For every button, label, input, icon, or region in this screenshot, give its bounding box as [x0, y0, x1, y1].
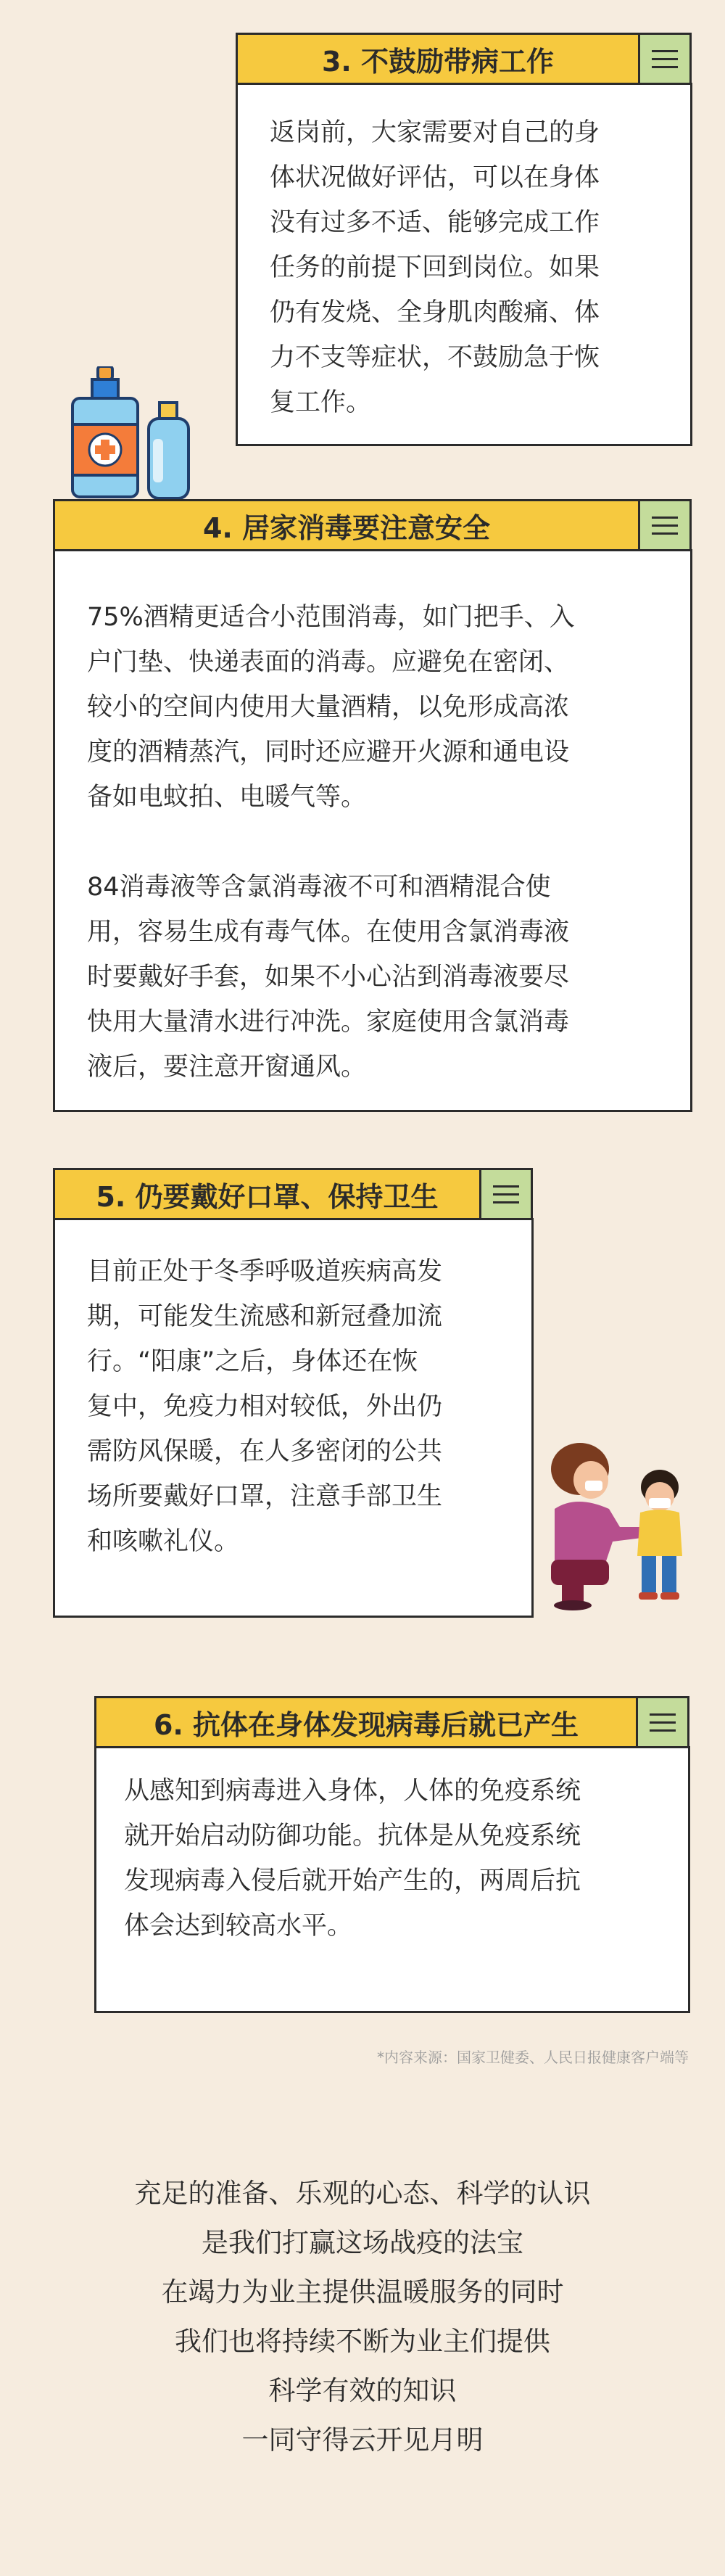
disinfectant-bottles-illustration: [69, 366, 199, 501]
section-body-6: [94, 1746, 690, 2013]
closing-line: 充足的准备、乐观的心态、科学的认识: [134, 2178, 591, 2209]
closing-line: 我们也将持续不断为业主们提供: [175, 2326, 550, 2357]
paragraph: 返岗前，大家需要对自己的身 体状况做好评估，可以在身体 没有过多不适、能够完成工作 任务的前提下回到岗位。如果 仍有发烧、全身肌肉酸痛、体 力不支等症状，不鼓励急于恢 复工作。: [270, 118, 600, 417]
section-body-4: [53, 549, 692, 1112]
paragraph: 从感知到病毒进入身体，人体的免疫系统 就开始启动防御功能。抗体是从免疫系统 发现病毒入侵后就开始产生的，两周后抗 体会达到较高水平。: [124, 1777, 581, 1941]
closing-line: 是我们打赢这场战疫的法宝: [202, 2227, 523, 2258]
section-card-4: [53, 499, 692, 1112]
hamburger-menu-icon[interactable]: [479, 1168, 533, 1220]
section-title-5: 5. 仍要戴好口罩、保持卫生: [53, 1168, 481, 1220]
closing-line: 一同守得云开见月明: [241, 2424, 484, 2456]
section-card-3: [236, 33, 692, 446]
hamburger-menu-icon[interactable]: [638, 499, 692, 551]
mother-child-mask-illustration: [540, 1440, 696, 1610]
hamburger-menu-icon[interactable]: [636, 1696, 689, 1748]
closing-line: 科学有效的知识: [268, 2375, 457, 2406]
section-body-5: [53, 1218, 534, 1618]
paragraph: 75%酒精更适合小范围消毒，如门把手、入 户门垫、快递表面的消毒。应避免在密闭、 较小的空间内使用大量酒精，以免形成高浓 度的酒精蒸汽，同时还应避开火源和通电设 备如电蚊拍、电暖气等。: [87, 603, 575, 812]
section-body-3: [236, 83, 692, 446]
paragraph: 84消毒液等含氯消毒液不可和酒精混合使 用，容易生成有毒气体。在使用含氯消毒液 时要戴好手套，如果不小心沾到消毒液要尽 快用大量清水进行冲洗。家庭使用含氯消毒 液后，要注意开窗通风。: [87, 873, 570, 1082]
source-note: *内容来源：国家卫健委、人民日报健康客户端等: [377, 2049, 689, 2066]
hamburger-menu-icon[interactable]: [638, 33, 692, 85]
section-card-5: [53, 1168, 534, 1618]
section-card-6: [94, 1696, 690, 2013]
closing-line: 在竭力为业主提供温暖服务的同时: [161, 2276, 564, 2308]
section-title-3: 3. 不鼓励带病工作: [236, 33, 640, 85]
closing-message: [0, 2169, 725, 2465]
section-title-6: 6. 抗体在身体发现病毒后就已产生: [94, 1696, 638, 1748]
section-title-4: 4. 居家消毒要注意安全: [53, 499, 640, 551]
paragraph: 目前正处于冬季呼吸道疾病高发 期，可能发生流感和新冠叠加流 行。“阳康”之后，身体还在恢 复中，免疫力相对较低，外出仍 需防风保暖，在人多密闭的公共 场所要戴好口罩，注意手部卫生 和咳嗽礼仪。: [87, 1257, 443, 1556]
